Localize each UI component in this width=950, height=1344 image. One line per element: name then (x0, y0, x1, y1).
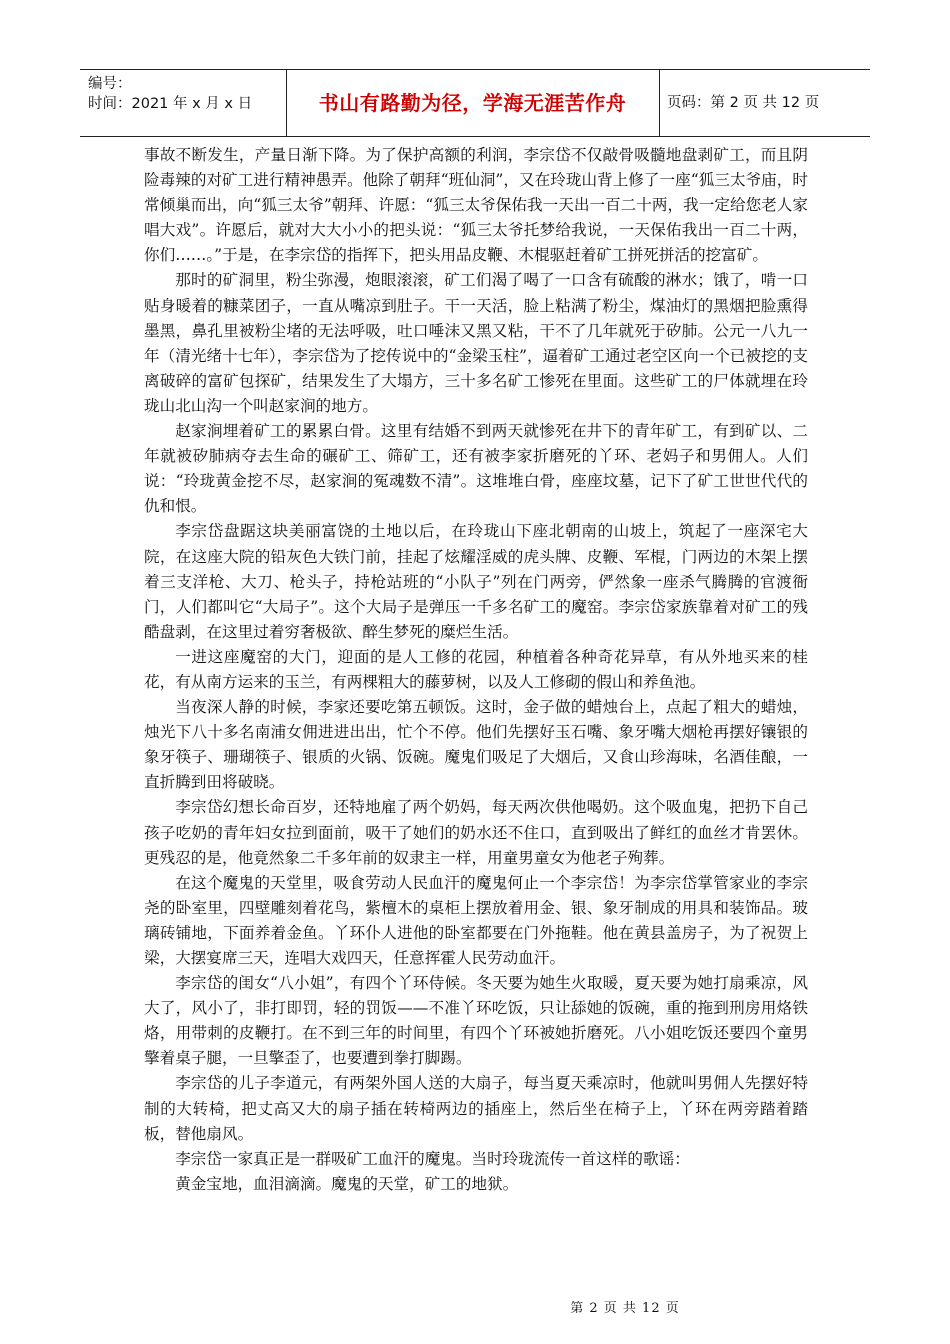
header-divider (659, 70, 660, 136)
paragraph: 赵家涧埋着矿工的累累白骨。这里有结婚不到两天就惨死在井下的青年矿工，有到矿以、二年就被矽肺病夺去生命的碾矿工、筛矿工，还有被李家折磨死的丫环、老妈子和男佣人。人们说：“玲珑黄金挖不尽，赵家涧的冤魂数不清”。这堆堆白骨，座座坟墓，记下了矿工世世代代的仇和恨。 (144, 422, 808, 516)
document-number-label: 编号： (88, 76, 132, 92)
paragraph: 李宗岱的闺女“八小姐”，有四个丫环侍候。冬天要为她生火取暖，夏天要为她打扇乘凉，风大了，风小了，非打即罚，轻的罚饭——不准丫环吃饭，只让舔她的饭碗，重的拖到刑房用烙铁烙，用带刺的皮鞭打。在不到三年的时间里，有四个丫环被她折磨死。八小姐吃饭还要四个童男擎着桌子腿，一旦擎歪了，也要遭到拳打脚踢。 (144, 974, 808, 1068)
page-footer: 第 2 页 共 12 页 (570, 1301, 680, 1316)
header-motto: 书山有路勤为径，学海无涯苦作舟 (318, 91, 627, 115)
paragraph: 李宗岱幻想长命百岁，还特地雇了两个奶妈，每天两次供他喝奶。这个吸血鬼，把扔下自己孩子吃奶的青年妇女拉到面前，吸干了她们的奶水还不住口，直到吸出了鲜红的血丝才肯罢休。更残忍的是，他竟然象二千多年前的奴隶主一样，用童男童女为他老子殉葬。 (144, 798, 808, 867)
page-header (80, 69, 870, 137)
paragraph: 李宗岱的儿子李道元，有两架外国人送的大扇子，每当夏天乘凉时，他就叫男佣人先摆好特制的大转椅，把丈高又大的扇子插在转椅两边的插座上，然后坐在椅子上，丫环在两旁踏着踏板，替他扇风。 (144, 1074, 808, 1143)
paragraph: 黄金宝地，血泪滴滴。魔鬼的天堂，矿工的地狱。 (175, 1174, 519, 1193)
paragraph: 李宗岱一家真正是一群吸矿工血汗的魔鬼。当时玲珑流传一首这样的歌谣： (175, 1149, 690, 1168)
paragraph: 一进这座魔窑的大门，迎面的是人工修的花园，种植着各种奇花异草，有从外地买来的桂花，有从南方运来的玉兰，有两棵粗大的藤萝树，以及人工修砌的假山和养鱼池。 (144, 647, 808, 691)
paragraph: 当夜深人静的时候，李家还要吃第五顿饭。这时，金子做的蜡烛台上，点起了粗大的蜡烛，烛光下八十多名南浦女佣进进出出，忙个不停。他们先摆好玉石嘴、象牙嘴大烟枪再摆好镶银的象牙筷子、珊瑚筷子、银质的火锅、饭碗。魔鬼们吸足了大烟后，又食山珍海味，名酒佳酿，一直折腾到田将破晓。 (144, 698, 808, 792)
document-body (144, 143, 808, 1197)
header-page-code: 页码：第 2 页 共 12 页 (667, 95, 820, 111)
paragraph: 事故不断发生，产量日渐下降。为了保护高额的利润，李宗岱不仅敲骨吸髓地盘剥矿工，而且阴险毒辣的对矿工进行精神愚弄。他除了朝拜“班仙洞”，又在玲珑山背上修了一座“狐三太爷庙，时常倾巢而出，向“狐三太爷”朝拜、许愿：“狐三太爷保佑我一天出一百二十两，我一定给您老人家唱大戏”。许愿后，就对大大小小的把头说：“狐三太爷托梦给我说，一天保佑我出一百二十两，你们……。”于是，在李宗岱的指挥下，把头用品皮鞭、木棍驱赶着矿工拼死拼活的挖富矿。 (144, 146, 808, 265)
document-date: 时间：2021 年 x 月 x 日 (88, 96, 253, 112)
header-meta (88, 74, 286, 134)
paragraph: 那时的矿洞里，粉尘弥漫，炮眼滚滚，矿工们渴了喝了一口含有硫酸的淋水；饿了，啃一口贴身暖着的糠菜团子，一直从嘴凉到肚子。干一天活，脸上粘满了粉尘，煤油灯的黑烟把脸熏得墨黑，鼻孔里被粉尘堵的无法呼吸，吐口唾沫又黑又粘，干不了几年就死于矽肺。公元一八九一年（清光绪十七年），李宗岱为了挖传说中的“金梁玉柱”，逼着矿工通过老空区向一个已被挖的支离破碎的富矿包探矿，结果发生了大塌方，三十多名矿工惨死在里面。这些矿工的尸体就埋在玲珑山北山沟一个叫赵家涧的地方。 (144, 271, 808, 415)
paragraph: 李宗岱盘踞这块美丽富饶的土地以后，在玲珑山下座北朝南的山坡上，筑起了一座深宅大院，在这座大院的铅灰色大铁门前，挂起了炫耀淫威的虎头牌、皮鞭、军棍，门两边的木架上摆着三支洋枪、大刀、枪头子，持枪站班的“小队子”列在门两旁，俨然象一座杀气腾腾的官渡衙门，人们都叫它“大局子”。这个大局子是弹压一千多名矿工的魔窑。李宗岱家族靠着对矿工的残酷盘剥，在这里过着穷奢极欲、醉生梦死的糜烂生活。 (144, 522, 808, 641)
paragraph: 在这个魔鬼的天堂里，吸食劳动人民血汗的魔鬼何止一个李宗岱！为李宗岱掌管家业的李宗尧的卧室里，四壁雕刻着花鸟，紫檀木的桌柜上摆放着用金、银、象牙制成的用具和装饰品。玻璃砖铺地，下面养着金鱼。丫环仆人进他的卧室都要在门外拖鞋。他在黄县盖房子，为了祝贺上梁，大摆宴席三天，连唱大戏四天，任意挥霍人民劳动血汗。 (144, 873, 808, 967)
